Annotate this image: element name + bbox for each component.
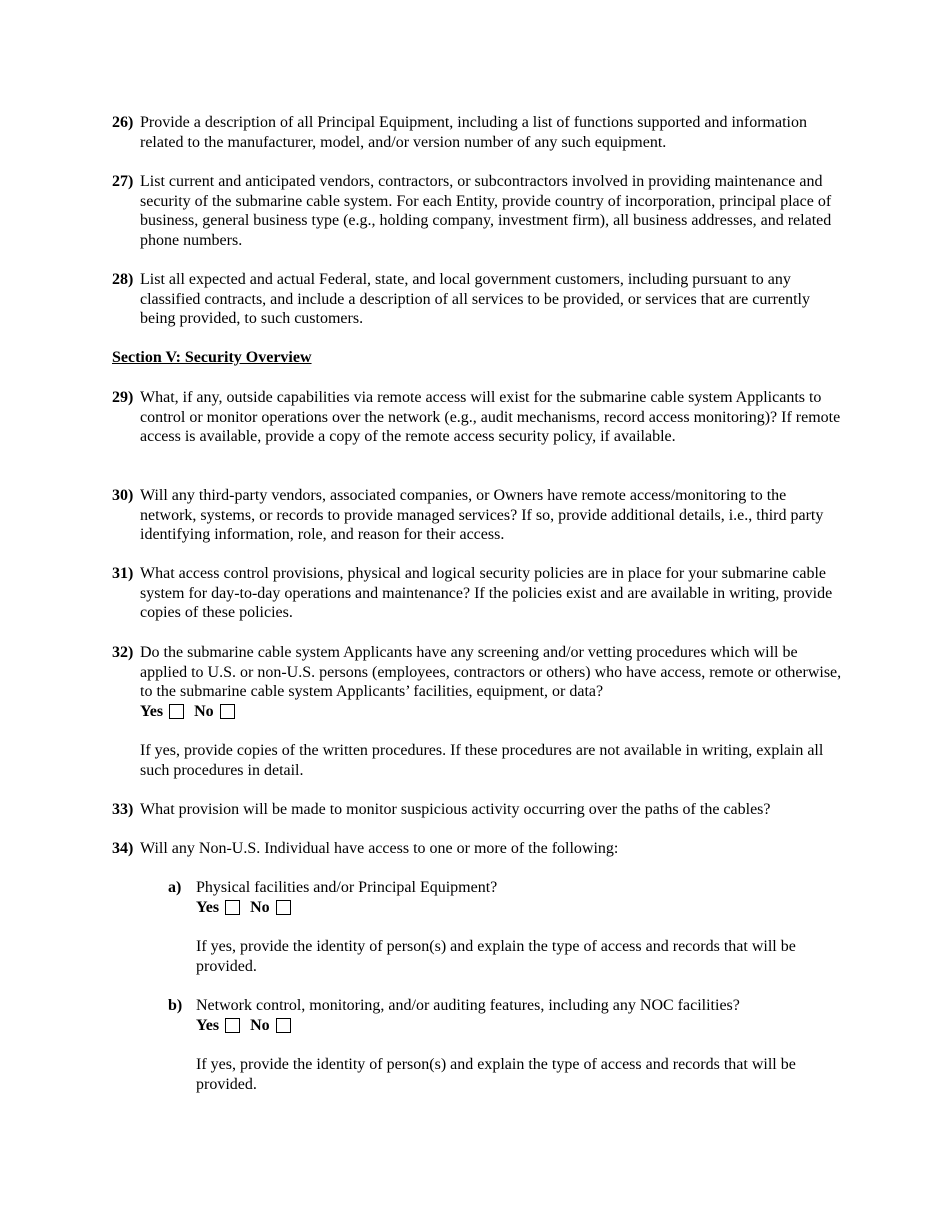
question-33 [112, 800, 842, 820]
yes-label: Yes [140, 702, 164, 720]
subquestion-text: Physical facilities and/or Principal Equipment? [196, 879, 498, 896]
question-number: 34) [112, 840, 134, 857]
question-27 [112, 172, 842, 250]
yes-checkbox[interactable] [225, 900, 240, 915]
question-number: 29) [112, 389, 134, 406]
question-30 [112, 486, 842, 545]
yes-checkbox[interactable] [169, 704, 184, 719]
question-28 [112, 270, 842, 329]
yes-no-row [140, 702, 842, 722]
no-checkbox[interactable] [220, 704, 235, 719]
section-heading: Section V: Security Overview [112, 349, 312, 366]
question-number: 27) [112, 173, 134, 190]
question-text: List current and anticipated vendors, contractors, or subcontractors involved in providing maintenance and security of the submarine cable system. For each Entity, provide country of incorporation, principal place of business, general business type (e.g., holding company, investment firm), all business addresses, and related phone numbers. [140, 173, 832, 249]
question-34a [168, 878, 842, 917]
question-text: Provide a description of all Principal Equipment, including a list of functions supported and information related to the manufacturer, model, and/or version number of any such equipment. [140, 114, 807, 151]
no-label: No [250, 898, 270, 916]
question-number: 33) [112, 801, 134, 818]
question-26 [112, 113, 842, 152]
yes-label: Yes [196, 1016, 220, 1034]
yes-label: Yes [196, 898, 220, 916]
question-text: What provision will be made to monitor suspicious activity occurring over the paths of the cables? [140, 801, 771, 818]
question-32 [112, 643, 842, 721]
question-29 [112, 388, 842, 447]
question-34 [112, 839, 842, 859]
question-number: 28) [112, 271, 134, 288]
question-34a-followup: If yes, provide the identity of person(s) and explain the type of access and records that will be provided. [196, 938, 796, 975]
question-31 [112, 564, 842, 623]
no-checkbox[interactable] [276, 1018, 291, 1033]
question-text: Will any Non-U.S. Individual have access to one or more of the following: [140, 840, 619, 857]
subquestion-text: Network control, monitoring, and/or auditing features, including any NOC facilities? [196, 997, 740, 1014]
no-checkbox[interactable] [276, 900, 291, 915]
yes-no-row [196, 898, 842, 918]
no-label: No [194, 702, 214, 720]
question-text: What, if any, outside capabilities via remote access will exist for the submarine cable system Applicants to control or monitor operations over the network (e.g., audit mechanisms, record access monitoring)? If remote access is available, provide a copy of the remote access security policy, if available. [140, 389, 841, 446]
question-32-followup: If yes, provide copies of the written procedures. If these procedures are not available in writing, explain all such procedures in detail. [140, 742, 824, 779]
question-34b-followup: If yes, provide the identity of person(s) and explain the type of access and records that will be provided. [196, 1056, 796, 1093]
yes-checkbox[interactable] [225, 1018, 240, 1033]
subquestion-letter: a) [168, 879, 182, 896]
question-text: What access control provisions, physical and logical security policies are in place for your submarine cable system for day-to-day operations and maintenance? If the policies exist and are available in writing, provide copies of these policies. [140, 565, 833, 622]
question-number: 30) [112, 487, 134, 504]
yes-no-row [196, 1016, 842, 1036]
question-text: Will any third-party vendors, associated companies, or Owners have remote access/monitoring to the network, systems, or records to provide managed services? If so, provide additional details, i.e., third party identifying information, role, and reason for their access. [140, 487, 824, 544]
question-number: 31) [112, 565, 134, 582]
question-number: 32) [112, 644, 134, 661]
question-text: List all expected and actual Federal, state, and local government customers, including pursuant to any classified contracts, and include a description of all services to be provided, or services that are currently being provided, to such customers. [140, 271, 810, 328]
question-number: 26) [112, 114, 134, 131]
subquestion-letter: b) [168, 997, 183, 1014]
question-text: Do the submarine cable system Applicants have any screening and/or vetting procedures which will be applied to U.S. or non-U.S. persons (employees, contractors or others) who have access, remote or otherwise, to the submarine cable system Applicants’ facilities, equipment, or data? [140, 644, 842, 701]
question-34b [168, 996, 842, 1035]
no-label: No [250, 1016, 270, 1034]
